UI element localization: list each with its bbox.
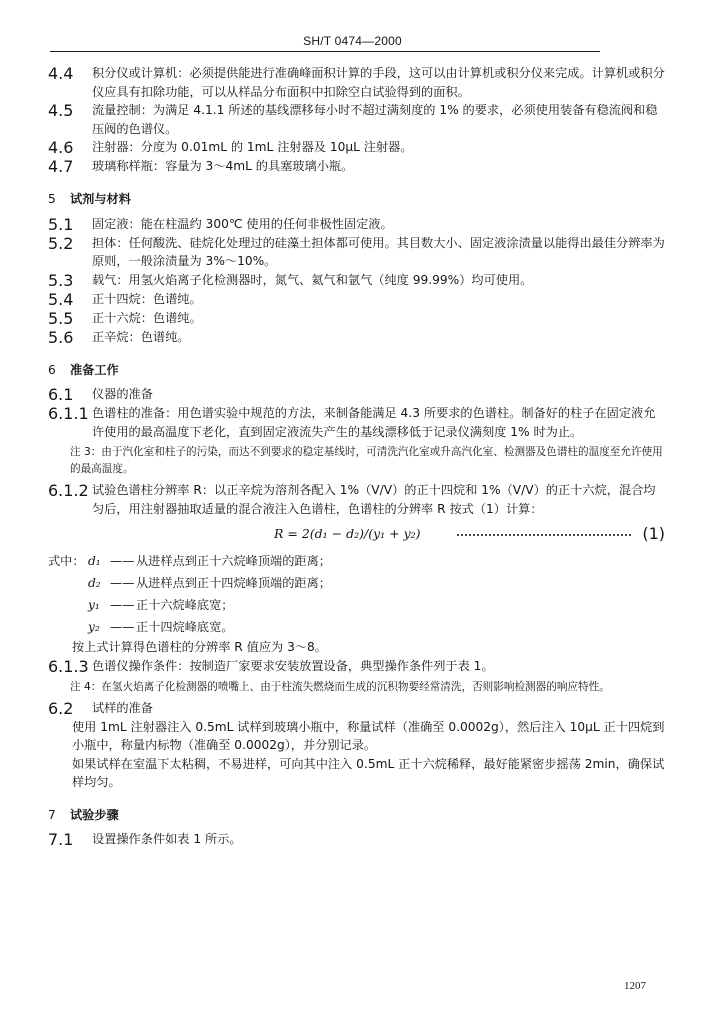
where-row-4: y₂ —— 正十四烷峰底宽。: [88, 620, 234, 634]
formula-expression: R = 2(d₁ − d₂)/(y₁ + y₂): [274, 525, 421, 541]
clause-6-1-heading: 6.1 仪器的准备: [48, 385, 153, 404]
where-row-2: d₂ —— 从进样点到正十四烷峰顶端的距离；: [88, 576, 331, 590]
resolution-formula: [48, 520, 665, 546]
clause-text: 流量控制：为满足 4.1.1 所述的基线漂移每小时不超过满刻度的 1% 的要求，必须使用装备有稳流阀和稳压阀的色谱仪。: [92, 103, 658, 136]
section-heading-7: 7 试验步骤: [48, 807, 119, 822]
clause-5-5: 5.5 正十六烷：色谱纯。: [48, 308, 202, 328]
header-rule: [50, 51, 600, 52]
note-3: 注 3：由于汽化室和柱子的污染，而达不到要求的稳定基线时，可清洗汽化室或升高汽化室、检测器及色谱柱的温度至允许使用的最高温度。: [70, 446, 663, 475]
clause-6-2-heading: 6.2 试样的准备: [48, 698, 153, 718]
clause-5-3: 5.3 载气：用氢火焰离子化检测器时，氮气、氦气和氩气（纯度 99.99%）均可使用。: [48, 270, 533, 290]
clause-5-6: 5.6 正辛烷：色谱纯。: [48, 327, 190, 347]
where-conclusion: 按上式计算得色谱柱的分辨率 R 值应为 3～8。: [72, 640, 327, 654]
note-4: 注 4：在氢火焰离子化检测器的喷嘴上、由于柱流失燃烧而生成的沉积物要经常清洗，否则影响检测器的响应特性。: [70, 680, 610, 693]
clause-5-1: 5.1 固定液：能在柱温约 300℃ 使用的任何非极性固定液。: [48, 214, 393, 234]
clause-text: 注射器：分度为 0.01mL 的 1mL 注射器及 10μL 注射器。: [92, 140, 413, 154]
section-heading-6: 6 准备工作: [48, 362, 119, 377]
standard-number: SH/T 0474—2000: [303, 34, 402, 48]
page-header: [0, 34, 705, 48]
clause-4-4: 4.4 积分仪或计算机：必须提供能进行准确峰面积计算的手段，这可以由计算机或积分仪来完成。计算机或积分仪应具有扣除功能，可以从样品分布面积中扣除空白试验得到的面积。: [48, 64, 665, 101]
clause-7-1: 7.1 设置操作条件如表 1 所示。: [48, 830, 242, 849]
section-heading-5: 5 试剂与材料: [48, 192, 131, 206]
leader-dots: [457, 534, 631, 536]
clause-5-2: 5.2 担体：任何酸洗、硅烷化处理过的硅藻土担体都可使用。其目数大小、固定液涂渍量以能得出最佳分辨率为原则，一般涂渍量为 3%～10%。: [48, 233, 665, 268]
clause-text: 玻璃称样瓶：容量为 3～4mL 的具塞玻璃小瓶。: [92, 159, 354, 173]
clause-4-7: 4.7 玻璃称样瓶：容量为 3～4mL 的具塞玻璃小瓶。: [48, 157, 665, 176]
clause-4-5: 4.5 流量控制：为满足 4.1.1 所述的基线漂移每小时不超过满刻度的 1% 的要求，必须使用装备有稳流阀和稳压阀的色谱仪。: [48, 101, 665, 138]
clause-6-1-1: 6.1.1 色谱柱的准备：用色谱实验中规范的方法，来制备能满足 4.3 所要求的色谱柱。制备好的柱子在固定液允许使用的最高温度下老化，直到固定液流失产生的基线漂移低于记录仪满刻度 1% 时为止。: [48, 404, 656, 439]
page-number: 1207: [624, 980, 646, 992]
paragraph-6-2-b: 如果试样在室温下太粘稠，不易进样，可向其中注入 0.5mL 正十六烷稀释，最好能紧密步摇荡 2min，确保试样均匀。: [72, 756, 665, 789]
clause-6-1-2: 6.1.2 试验色谱柱分辨率 R：以正辛烷为溶剂各配入 1%（V/V）的正十四烷和 1%（V/V）的正十六烷，混合均匀后，用注射器抽取适量的混合液注入色谱柱，色谱柱的分辨率 R 按式（1）计算：: [48, 481, 656, 516]
paragraph-6-2-a: 使用 1mL 注射器注入 0.5mL 试样到玻璃小瓶中，称量试样（准确至 0.0002g），然后注入 10μL 正十四烷到小瓶中，称量内标物（准确至 0.0002g），并分别记录。: [72, 719, 665, 752]
clause-text: 积分仪或计算机：必须提供能进行准确峰面积计算的手段，这可以由计算机或积分仪来完成。计算机或积分仪应具有扣除功能，可以从样品分布面积中扣除空白试验得到的面积。: [92, 66, 665, 99]
formula-number: (1): [642, 523, 665, 543]
document-body: [48, 64, 665, 849]
where-row-3: y₁ —— 正十六烷峰底宽；: [88, 598, 234, 612]
where-row-1: 式中： d₁ —— 从进样点到正十六烷峰顶端的距离；: [48, 554, 331, 568]
clause-4-6: 4.6 注射器：分度为 0.01mL 的 1mL 注射器及 10μL 注射器。: [48, 138, 665, 157]
clause-5-4: 5.4 正十四烷：色谱纯。: [48, 289, 202, 309]
clause-6-1-3: 6.1.3 色谱仪操作条件：按制造厂家要求安装放置设备，典型操作条件列于表 1。: [48, 656, 494, 676]
